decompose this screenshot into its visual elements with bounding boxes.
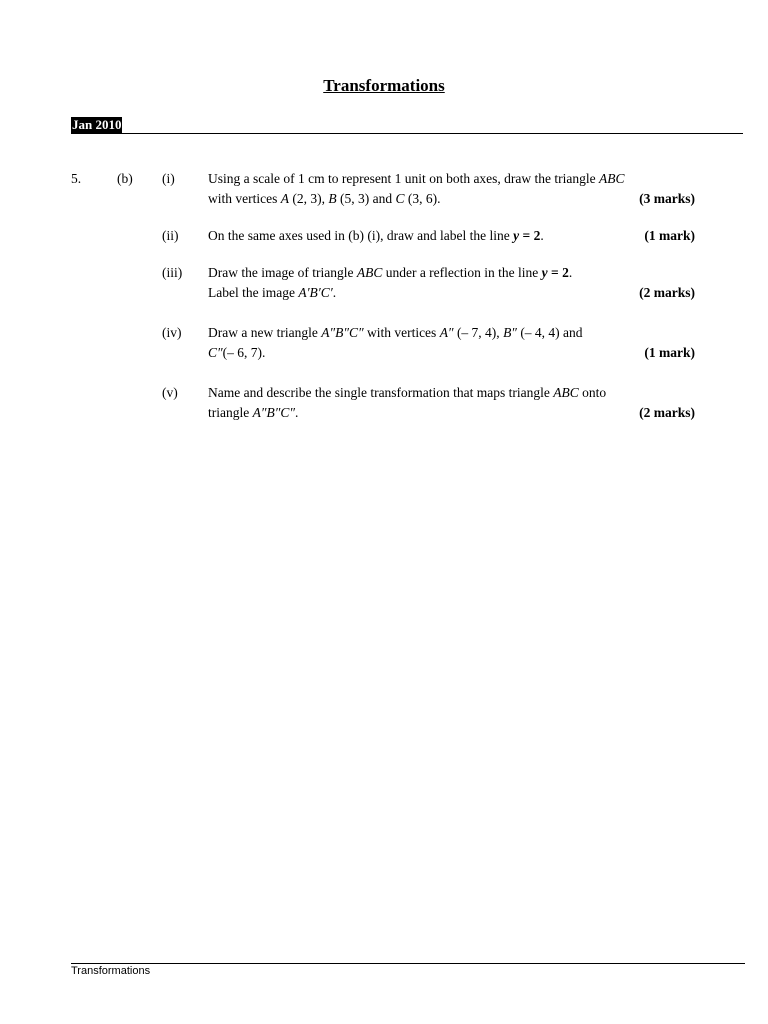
new-triangle-label: A″B″C″ xyxy=(252,405,295,420)
vertex-b2-coords: (– 4, 4) and xyxy=(520,325,583,340)
vertex-c2-coords: (– 6, 7). xyxy=(222,345,266,360)
question-number: 5. xyxy=(71,171,82,186)
header-rule xyxy=(71,133,743,134)
subpart-i-line2 xyxy=(208,189,695,209)
subpart-iv-line1-b: with vertices xyxy=(366,325,437,340)
triangle-abc-label: ABC xyxy=(356,265,383,280)
subpart-iii-line2 xyxy=(208,283,695,303)
vertex-a-coords: (2, 3), xyxy=(292,191,325,206)
subpart-ii-text xyxy=(208,226,695,246)
subpart-label-i: (i) xyxy=(162,171,175,186)
triangle-abc-label: ABC xyxy=(553,385,579,400)
subpart-iii-line1 xyxy=(208,263,695,283)
triangle-abc-label: ABC xyxy=(599,171,625,186)
vertex-b2: B″ xyxy=(503,325,517,340)
subpart-v-line1 xyxy=(208,383,695,403)
marks-iii: (2 marks) xyxy=(639,285,695,300)
period: . xyxy=(294,405,299,420)
vertex-b-coords: (5, 3) and xyxy=(339,191,393,206)
vertex-c: C xyxy=(395,191,405,206)
vertex-a: A xyxy=(280,191,289,206)
footer-rule xyxy=(71,963,745,964)
subpart-iii-text xyxy=(208,263,695,303)
page-title: Transformations xyxy=(323,76,445,95)
marks-ii: (1 mark) xyxy=(644,228,695,243)
equation-rest: = 2 xyxy=(551,265,569,280)
subpart-iv-line1-a: Draw a new triangle xyxy=(208,325,318,340)
subpart-v-text xyxy=(208,383,695,423)
subpart-i-line1 xyxy=(208,169,695,189)
subpart-iv-line2 xyxy=(208,343,695,363)
equation-rest: = 2 xyxy=(522,228,541,243)
vertex-b: B xyxy=(328,191,337,206)
vertex-c2: C″ xyxy=(208,345,223,360)
image-triangle-label: A′B′C′ xyxy=(298,285,333,300)
subpart-v-line2-a: triangle xyxy=(208,405,250,420)
vertex-a2: A″ xyxy=(439,325,454,340)
subpart-iv-text xyxy=(208,323,695,363)
vertex-c-coords: (3, 6). xyxy=(407,191,441,206)
subpart-iii-line1-a: Draw the image of triangle xyxy=(208,265,354,280)
subpart-label-iv: (iv) xyxy=(162,325,182,340)
subpart-label-v: (v) xyxy=(162,385,178,400)
subpart-ii-line1 xyxy=(208,226,695,246)
new-triangle-label: A″B″C″ xyxy=(321,325,364,340)
subpart-v-line1-text: Name and describe the single transformation that maps triangle xyxy=(208,385,550,400)
period: . xyxy=(568,265,573,280)
subpart-label-ii: (ii) xyxy=(162,228,179,243)
period: . xyxy=(540,228,544,243)
subpart-i-line1-text: Using a scale of 1 cm to represent 1 unit on both axes, draw the triangle xyxy=(208,171,596,186)
marks-iv: (1 mark) xyxy=(644,345,695,360)
vertex-a2-coords: (– 7, 4), xyxy=(456,325,500,340)
section-label: Jan 2010 xyxy=(72,117,122,132)
equation-var-y: y xyxy=(541,265,548,280)
subpart-iii-line2-a: Label the image xyxy=(208,285,295,300)
marks-i: (3 marks) xyxy=(639,191,695,206)
subpart-iii-line1-b: under a reflection in the line xyxy=(385,265,539,280)
marks-v: (2 marks) xyxy=(639,405,695,420)
equation-var-y: y xyxy=(513,228,520,243)
subpart-i-text xyxy=(208,169,695,209)
subpart-v-line2 xyxy=(208,403,695,423)
subpart-v-line1-end: onto xyxy=(582,385,607,400)
vertices-text: with vertices xyxy=(208,191,278,206)
footer-text: Transformations xyxy=(71,965,151,977)
period: . xyxy=(332,285,337,300)
subpart-ii-line1-text: On the same axes used in (b) (i), draw and label the line xyxy=(208,228,510,243)
subpart-iv-line1 xyxy=(208,323,695,343)
subpart-label-iii: (iii) xyxy=(162,265,183,280)
question-part: (b) xyxy=(117,171,133,186)
